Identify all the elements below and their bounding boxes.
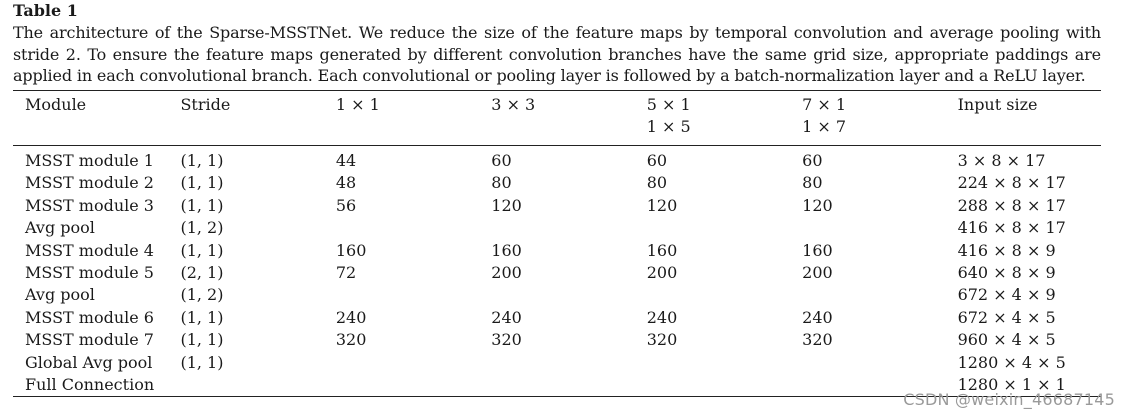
cell-7x1-1x7 xyxy=(802,217,957,239)
cell-module: MSST module 3 xyxy=(25,195,154,215)
cell-input-size: 640 × 8 × 9 xyxy=(957,263,1056,283)
cell-module: MSST module 1 xyxy=(25,151,154,170)
header-cell-stride: Stride xyxy=(180,95,231,114)
table-row xyxy=(13,352,1101,374)
cell-stride: (2, 1) xyxy=(180,263,224,283)
header-cell-input-size-line2 xyxy=(958,116,1101,145)
table-row xyxy=(13,240,1101,262)
cell-5x1-1x5 xyxy=(647,284,802,306)
cell-module: MSST module 6 xyxy=(25,307,154,327)
table-header xyxy=(13,91,1101,145)
header-cell-input-size: Input size xyxy=(957,95,1038,114)
cell-7x1-1x7: 320 xyxy=(802,330,833,350)
cell-5x1-1x5: 60 xyxy=(646,151,668,170)
cell-module: MSST module 7 xyxy=(25,330,154,350)
cell-input-size: 960 × 4 × 5 xyxy=(957,330,1056,350)
cell-7x1-1x7: 240 xyxy=(802,307,833,327)
cell-stride: (1, 1) xyxy=(180,330,224,350)
cell-1x1: 160 xyxy=(335,240,367,260)
table-body xyxy=(13,146,1101,396)
cell-module: Full Connection xyxy=(25,375,155,395)
table-row xyxy=(13,195,1101,217)
cell-module: Global Avg pool xyxy=(25,352,153,372)
table-label: Table 1 xyxy=(13,1,78,20)
cell-input-size: 3 × 8 × 17 xyxy=(957,151,1046,170)
cell-5x1-1x5: 240 xyxy=(646,307,678,327)
table-row xyxy=(13,262,1101,284)
cell-1x1: 240 xyxy=(335,307,367,327)
cell-3x3: 320 xyxy=(491,330,522,350)
header-cell-3x3: 3 × 3 xyxy=(491,95,536,114)
table-row xyxy=(13,217,1101,239)
cell-1x1: 44 xyxy=(335,151,357,170)
cell-input-size: 224 × 8 × 17 xyxy=(957,173,1066,193)
cell-3x3: 80 xyxy=(491,173,512,193)
architecture-table-body xyxy=(13,146,1101,396)
cell-input-size: 416 × 8 × 17 xyxy=(957,218,1066,238)
cell-input-size: 672 × 4 × 9 xyxy=(957,285,1056,305)
cell-1x1 xyxy=(336,374,491,396)
header-cell-stride-line2 xyxy=(180,116,335,145)
cell-3x3: 60 xyxy=(491,151,512,170)
cell-7x1-1x7 xyxy=(802,352,957,374)
cell-5x1-1x5: 160 xyxy=(646,240,678,260)
architecture-table xyxy=(13,91,1101,145)
cell-7x1-1x7: 160 xyxy=(802,240,833,260)
cell-stride: (1, 2) xyxy=(180,218,224,238)
cell-1x1: 56 xyxy=(335,195,357,215)
cell-1x1: 320 xyxy=(335,330,367,350)
header-row xyxy=(13,91,1101,116)
table-row xyxy=(13,172,1101,194)
cell-module: Avg pool xyxy=(25,218,95,238)
cell-input-size: 1280 × 4 × 5 xyxy=(957,352,1066,372)
cell-1x1: 48 xyxy=(335,173,357,193)
header-cell-1x5: 1 × 5 xyxy=(646,117,691,136)
cell-stride: (1, 1) xyxy=(180,151,224,170)
cell-3x3: 200 xyxy=(491,263,522,283)
cell-5x1-1x5: 120 xyxy=(646,195,678,215)
cell-1x1 xyxy=(336,284,491,306)
header-cell-1x7: 1 × 7 xyxy=(802,117,847,136)
cell-7x1-1x7: 200 xyxy=(802,263,833,283)
cell-module: MSST module 5 xyxy=(25,263,154,283)
table-row xyxy=(13,307,1101,329)
cell-1x1 xyxy=(336,352,491,374)
cell-input-size: 288 × 8 × 17 xyxy=(957,195,1066,215)
cell-3x3 xyxy=(491,374,646,396)
table-row xyxy=(13,146,1101,172)
header-row-second-line xyxy=(13,116,1101,145)
header-cell-7x1: 7 × 1 xyxy=(802,95,847,114)
cell-7x1-1x7: 120 xyxy=(802,195,833,215)
header-cell-1x1: 1 × 1 xyxy=(335,95,380,114)
cell-3x3: 240 xyxy=(491,307,522,327)
cell-stride: (1, 1) xyxy=(180,307,224,327)
cell-3x3: 120 xyxy=(491,195,522,215)
header-cell-3x3-line2 xyxy=(491,116,646,145)
cell-3x3 xyxy=(491,352,646,374)
cell-input-size: 1280 × 1 × 1 xyxy=(957,375,1066,395)
cell-5x1-1x5: 320 xyxy=(646,330,678,350)
cell-stride: (1, 1) xyxy=(180,173,224,193)
cell-1x1 xyxy=(336,217,491,239)
cell-7x1-1x7: 60 xyxy=(802,151,823,170)
cell-5x1-1x5: 200 xyxy=(646,263,678,283)
cell-module: MSST module 2 xyxy=(25,173,154,193)
cell-module: Avg pool xyxy=(25,285,95,305)
cell-input-size: 672 × 4 × 5 xyxy=(957,307,1056,327)
table-row xyxy=(13,329,1101,351)
cell-3x3 xyxy=(491,217,646,239)
cell-stride: (1, 1) xyxy=(180,195,224,215)
cell-7x1-1x7 xyxy=(802,284,957,306)
table-row xyxy=(13,284,1101,306)
cell-7x1-1x7: 80 xyxy=(802,173,823,193)
cell-stride: (1, 1) xyxy=(180,240,224,260)
cell-5x1-1x5: 80 xyxy=(646,173,668,193)
cell-5x1-1x5 xyxy=(647,374,802,396)
cell-3x3: 160 xyxy=(491,240,522,260)
header-cell-1x1-line2 xyxy=(336,116,491,145)
table-figure xyxy=(13,0,1101,397)
cell-3x3 xyxy=(491,284,646,306)
cell-5x1-1x5 xyxy=(647,217,802,239)
header-cell-5x1: 5 × 1 xyxy=(646,95,691,114)
cell-stride: (1, 2) xyxy=(180,285,224,305)
cell-module: MSST module 4 xyxy=(25,240,154,260)
cell-5x1-1x5 xyxy=(647,352,802,374)
watermark-text: CSDN @weixin_46687145 xyxy=(903,390,1115,409)
header-cell-module-line2 xyxy=(13,116,180,145)
cell-input-size: 416 × 8 × 9 xyxy=(957,240,1056,260)
table-caption: The architecture of the Sparse-MSSTNet. We reduce the size of the feature maps by temporal convolution and average pooling with stride 2. To ensure the feature maps generated by different convolution branches have the same grid size, appropriate paddings are applied in each convolutional branch. Each convolutional or pooling layer is followed by a batch-normalization layer and a ReLU layer. xyxy=(13,23,1101,85)
cell-stride xyxy=(180,374,335,396)
cell-1x1: 72 xyxy=(335,263,357,283)
cell-stride: (1, 1) xyxy=(180,352,224,372)
header-cell-module: Module xyxy=(25,95,87,114)
